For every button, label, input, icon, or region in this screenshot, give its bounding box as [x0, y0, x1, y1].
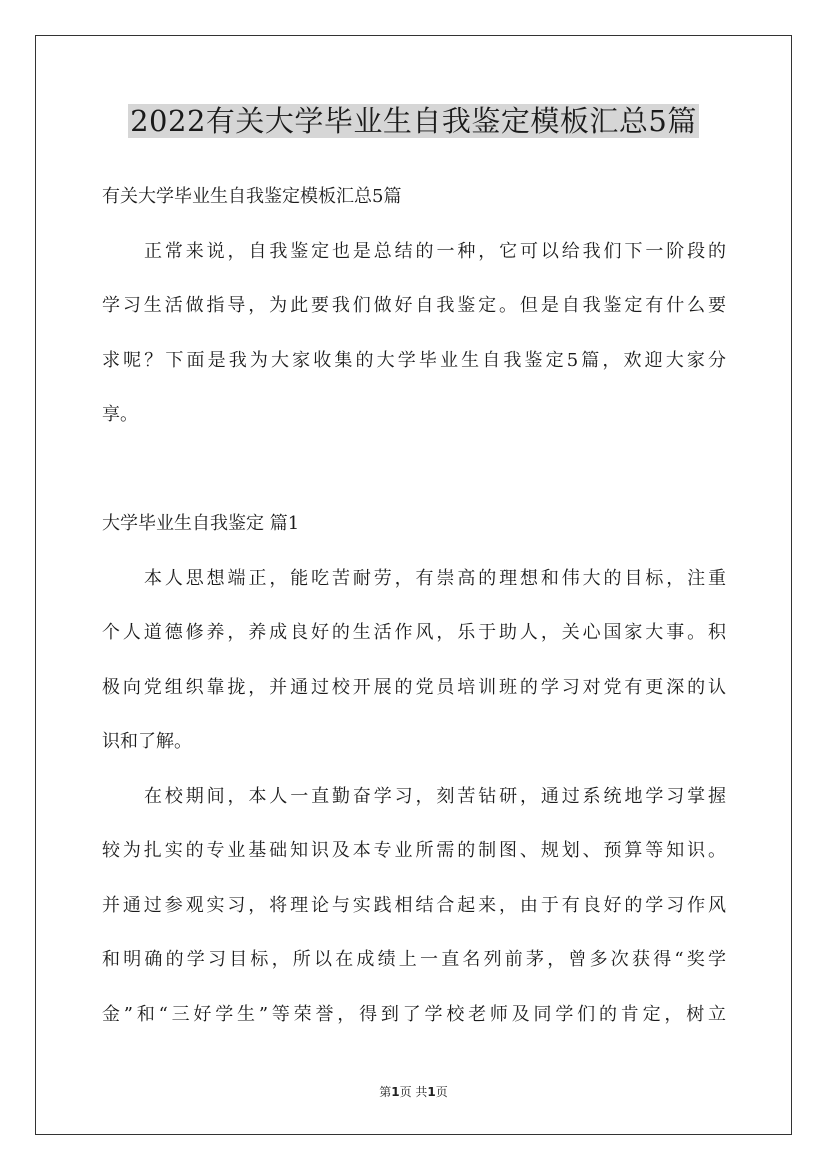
paragraph-line: 识和了解。 — [102, 731, 192, 752]
page-number: 1 — [391, 1085, 400, 1099]
section1-paragraph-2 — [102, 770, 726, 1043]
paragraph-line: 金”和“三好学生”等荣誉，得到了学校老师及同学们的肯定，树立 — [102, 1003, 726, 1025]
section-heading: 大学毕业生自我鉴定 篇1 — [102, 513, 300, 534]
paragraph-line: 较为扎实的专业基础知识及本专业所需的制图、规划、预算等知识。 — [102, 840, 726, 861]
page-suffix: 页 — [435, 1085, 448, 1099]
paragraph-line: 个人道德修养，养成良好的生活作风，乐于助人，关心国家大事。积 — [102, 622, 726, 643]
paragraph-line: 在校期间，本人一直勤奋学习，刻苦钻研，通过系统地学习掌握 — [144, 785, 726, 807]
paragraph-line: 正常来说，自我鉴定也是总结的一种，它可以给我们下一阶段的 — [144, 240, 726, 262]
paragraph-line: 极向党组织靠拢，并通过校开展的党员培训班的学习对党有更深的认 — [102, 676, 726, 698]
paragraph-line: 求呢？下面是我为大家收集的大学毕业生自我鉴定5篇，欢迎大家分 — [102, 349, 726, 371]
page-prefix: 第 — [379, 1085, 392, 1099]
page-footer — [0, 1083, 827, 1101]
section-spacer — [102, 443, 726, 498]
document-subtitle: 有关大学毕业生自我鉴定模板汇总5篇 — [102, 186, 402, 207]
paragraph-line: 和明确的学习目标，所以在成绩上一直名列前茅，曾多次获得“奖学 — [102, 949, 726, 970]
page-mid: 页 共 — [399, 1085, 428, 1099]
document-title-text: 2022有关大学毕业生自我鉴定模板汇总5篇 — [130, 104, 697, 138]
paragraph-line: 本人思想端正，能吃苦耐劳，有崇高的理想和伟大的目标，注重 — [144, 567, 726, 589]
paragraph-line: 并通过参观实习，将理论与实践相结合起来，由于有良好的学习作风 — [102, 894, 726, 916]
document-body — [102, 170, 726, 1042]
section1-paragraph-1 — [102, 552, 726, 770]
document-title — [0, 98, 827, 144]
paragraph-line: 享。 — [102, 404, 138, 425]
intro-paragraph — [102, 225, 726, 443]
paragraph-line: 学习生活做指导，为此要我们做好自我鉴定。但是自我鉴定有什么要 — [102, 295, 726, 316]
page-total: 1 — [427, 1085, 436, 1099]
